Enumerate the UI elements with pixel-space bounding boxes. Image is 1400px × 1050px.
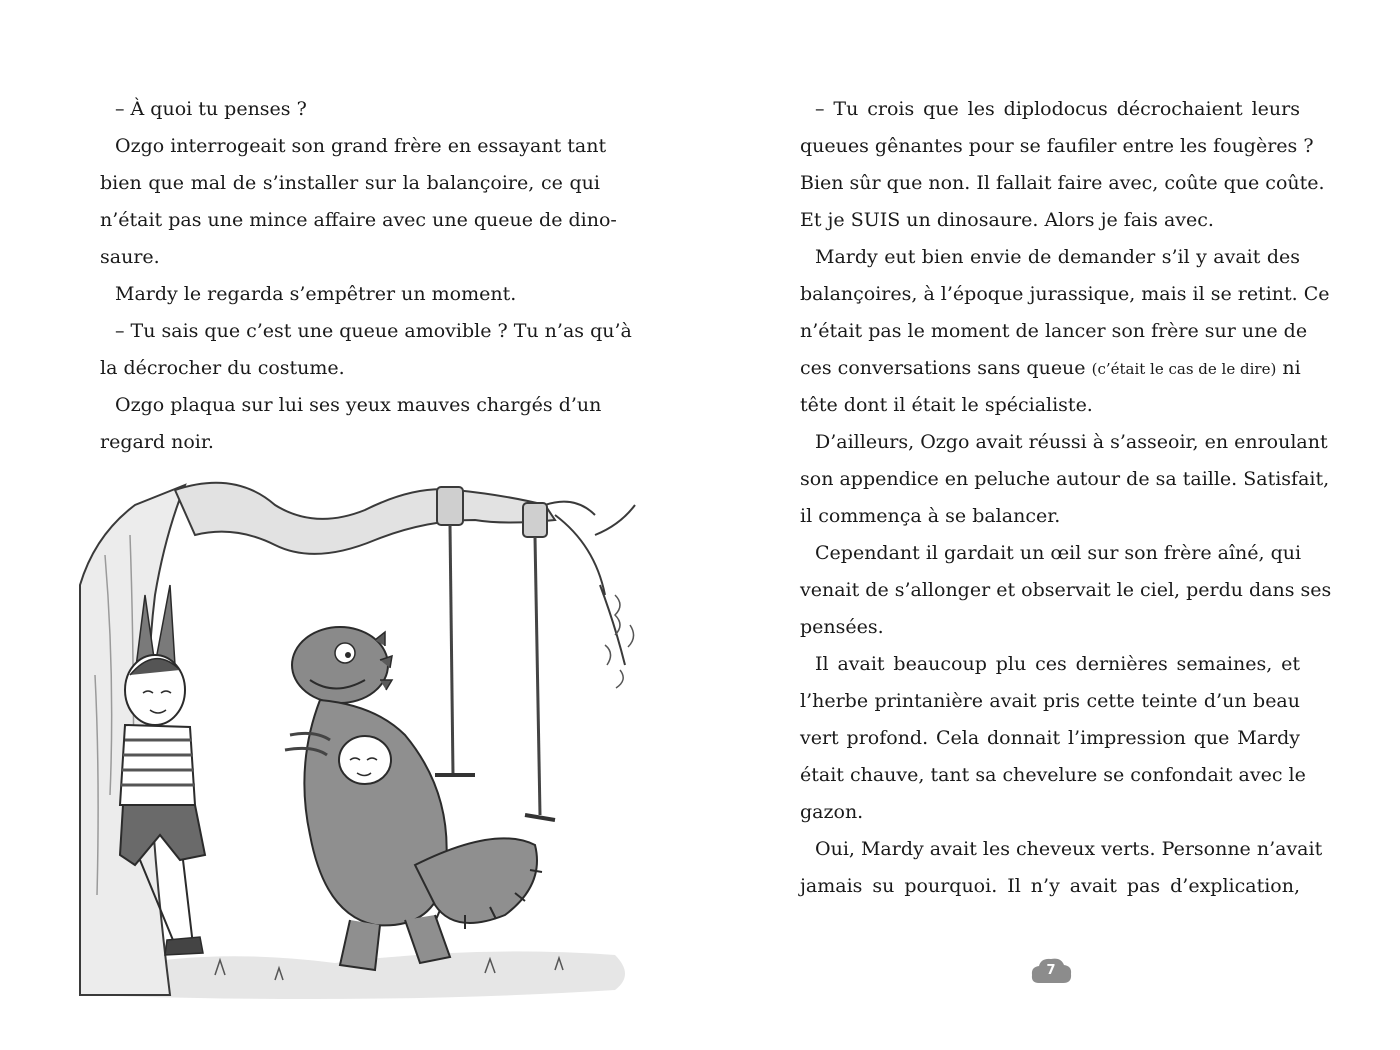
text-line: jamais su pourquoi. Il n’y avait pas d’explication, xyxy=(800,875,1300,897)
swing-illustration xyxy=(75,475,660,1005)
text-line: pensées. xyxy=(800,616,884,638)
parenthetical-aside: (c’était le cas de le dire) xyxy=(1091,360,1277,378)
text-line: tête dont il était le spécialiste. xyxy=(800,394,1093,416)
text-line: Mardy le regarda s’empêtrer un moment. xyxy=(115,283,517,305)
text-line: Cependant il gardait un œil sur son frère aîné, qui xyxy=(815,542,1302,564)
page-number-badge xyxy=(1029,955,1073,987)
text-line: D’ailleurs, Ozgo avait réussi à s’asseoir, en enroulant xyxy=(815,431,1328,453)
text-line: il commença à se balancer. xyxy=(800,505,1061,527)
text-line-mixed xyxy=(800,350,1300,387)
text-line: Et je SUIS un dinosaure. Alors je fais avec. xyxy=(800,209,1214,231)
text-line: n’était pas une mince affaire avec une queue de dino- xyxy=(100,209,617,231)
text-line: balançoires, à l’époque jurassique, mais il se retint. Ce xyxy=(800,283,1330,305)
left-page-text xyxy=(100,91,632,461)
right-page-text xyxy=(800,91,1332,905)
text-line: Il avait beaucoup plu ces dernières semaines, et xyxy=(815,653,1300,675)
text-line: la décrocher du costume. xyxy=(100,357,345,379)
swing-seat xyxy=(435,775,555,820)
tree-branch xyxy=(175,483,555,554)
page-number: 7 xyxy=(1046,963,1056,978)
dinosaur-figure xyxy=(285,627,542,970)
text-line: n’était pas le moment de lancer son frère sur une de xyxy=(800,320,1308,342)
text-line: regard noir. xyxy=(100,431,214,453)
text-line: Bien sûr que non. Il fallait faire avec, coûte que coûte. xyxy=(800,172,1325,194)
text-line: gazon. xyxy=(800,801,864,823)
text-line: l’herbe printanière avait pris cette teinte d’un beau xyxy=(800,690,1300,712)
text-line: saure. xyxy=(100,246,160,268)
text-line: venait de s’allonger et observait le ciel, perdu dans ses xyxy=(800,579,1332,601)
swing-rope xyxy=(450,525,453,775)
text-line: vert profond. Cela donnait l’impression que Mardy xyxy=(800,727,1300,749)
text-line: son appendice en peluche autour de sa taille. Satisfait, xyxy=(800,468,1330,490)
text-line: Ozgo plaqua sur lui ses yeux mauves chargés d’un xyxy=(115,394,602,416)
text-line: – Tu sais que c’est une queue amovible ? Tu n’as qu’à xyxy=(115,320,632,342)
right-page xyxy=(700,0,1400,1050)
text-segment: ces conversations sans queue xyxy=(800,357,1086,379)
swing-rope xyxy=(535,537,540,815)
text-line: – À quoi tu penses ? xyxy=(115,98,307,120)
text-segment: ni xyxy=(1282,357,1301,379)
text-line: Oui, Mardy avait les cheveux verts. Personne n’avait xyxy=(815,838,1323,860)
text-line: était chauve, tant sa chevelure se confondait avec le xyxy=(800,764,1306,786)
text-line: queues gênantes pour se faufiler entre les fougères ? xyxy=(800,135,1314,157)
text-line: Mardy eut bien envie de demander s’il y avait des xyxy=(815,246,1300,268)
text-line: Ozgo interrogeait son grand frère en essayant tant xyxy=(115,135,607,157)
text-line: bien que mal de s’installer sur la balançoire, ce qui xyxy=(100,172,600,194)
text-line: – Tu crois que les diplodocus décrochaient leurs xyxy=(815,98,1300,120)
